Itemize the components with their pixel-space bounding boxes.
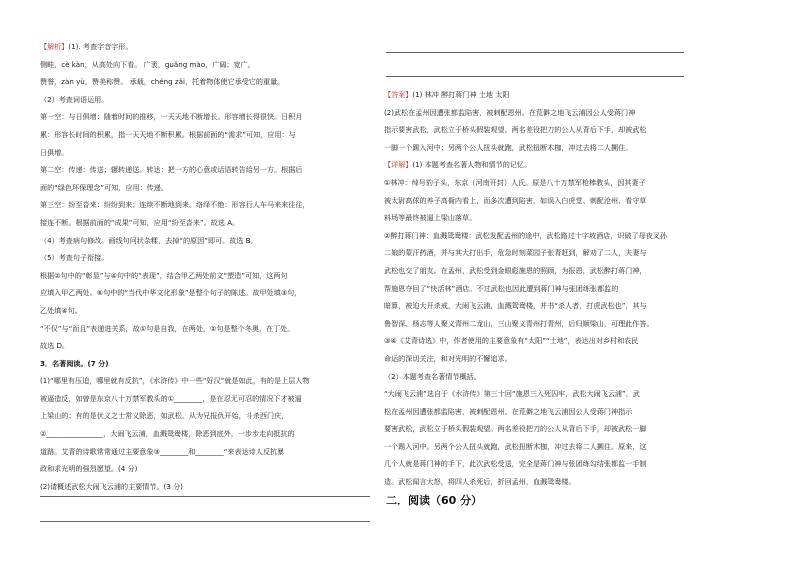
line-text: “大闹飞云浦”选自于《水浒传》第三十回“施恩三入死囚牢，武松大闹飞云浦”，武 (384, 389, 640, 399)
left-text-line (40, 144, 374, 162)
right-text-line (384, 350, 684, 368)
right-text-line (384, 121, 684, 139)
answer-rule-1 (40, 496, 370, 497)
right-text-line (384, 368, 684, 386)
section-tag: 【详解】 (384, 160, 413, 170)
line-text: 造。武松闻言大怒，将四人杀死后，折回孟州，血溅鸳鸯楼。 (384, 477, 576, 487)
line-text: ②________________，大闹飞云浦，血溅鸳鸯楼，除恶到底外，一步步走向抵抗的 (40, 429, 295, 439)
line-text: 故选 D。 (40, 341, 69, 351)
section-tag: 【解析】 (40, 42, 69, 51)
line-text: (1). 考查字音字形。 (68, 42, 133, 51)
top-rule-2 (386, 76, 684, 77)
line-text: 累：形容长时间的积累，指一天天地不断积累。根据前面的“需求”可知，应用：与 (40, 129, 296, 139)
section-title: 二．阅读（60 分） (386, 494, 483, 507)
left-text-line (40, 284, 374, 302)
line-text: 被太尉高俅的养子高衙内看上，而多次遭到陷害，如误入白虎堂、刺配沧州、看守草 (384, 195, 647, 205)
line-text: 一脚一个踢入河中；另两个公人扭头就跑，武松扭断木枷，冲过去将二人搠住。 (384, 142, 633, 152)
right-text-line (384, 473, 684, 491)
left-text-line (40, 249, 374, 267)
left-text-line (40, 214, 374, 232)
right-text-line (384, 156, 684, 174)
line-text: 侧畦，cè kàn，从高处向下看。 广袤，guǎng mào，广阔；宽广。 (40, 59, 255, 69)
line-text: 命运的深切关注，和对光明的不懈追求。 (384, 353, 512, 363)
left-text-line (40, 390, 374, 408)
left-text-line (40, 91, 374, 109)
left-text-line (40, 267, 374, 285)
right-text-line (384, 209, 684, 227)
line-text: 第三空：纷至沓来：纷纷到来；连续不断地到来。络绎不绝：形容行人车马来来往往， (40, 200, 310, 210)
left-text-line (40, 38, 374, 56)
line-text: （2）考查词语运用。 (40, 94, 109, 104)
left-text-line (40, 196, 374, 214)
line-text: 第一空：与日俱增：随着时间的推移，一天天地不断增长。形容增长得很快。日积月 (40, 112, 303, 122)
right-text-line (384, 315, 684, 333)
answer-rule-2 (40, 521, 370, 522)
line-text: 面的“绿色环保理念”可知，应用：传递。 (40, 182, 168, 192)
line-text: 根据②句中的“彰显”与④句中的“表现”，结合甲乙两处前文“塑造”可知，这两句 (40, 270, 288, 280)
line-text: ③④《艾青诗选》中，作者使用的主要意象有“太阳”“土地”，表达出对乡村和农民 (384, 336, 639, 346)
line-text: （5）考查句子衔接。 (40, 253, 109, 263)
line-text: 政和求光明的强烈愿望。(4 分) (40, 464, 138, 474)
right-text-line (384, 385, 684, 403)
line-text: 3．名著阅读。(7 分) (40, 358, 109, 368)
left-text-line (40, 108, 374, 126)
line-text: 松在孟州因遭张都监陷害，被刺配恩州。在荒僻之地飞云浦因公人受蒋门神指示 (384, 406, 633, 416)
left-text-line (40, 407, 374, 425)
line-text: 乙处填④句。 (40, 305, 82, 315)
line-text: 武松也交了朋友。在孟州，武松受到金眼彪施恩的照顾，为报恩，武松醉打蒋门神， (384, 265, 647, 275)
line-text: (2)请概述武松大闹飞云浦的主要情节。(3 分) (40, 481, 183, 491)
line-text: (1)“哪里有压迫，哪里就有反抗”，《水浒传》中一些“好汉”就是如此，有的是上层人物 (40, 376, 310, 386)
left-text-line (40, 302, 374, 320)
left-text-line (40, 372, 374, 390)
line-text: 鲁智深、杨志等人聚义青州二龙山，三山聚义青州打青州，后归顺梁山，可理此作答。 (384, 318, 654, 328)
right-text-line (384, 86, 684, 104)
left-text-line (40, 425, 374, 443)
right-text-line (384, 297, 684, 315)
left-text-line (40, 443, 374, 461)
right-text-line (384, 262, 684, 280)
right-text-line (384, 192, 684, 210)
left-column (40, 38, 374, 495)
right-column (384, 86, 684, 491)
line-text: 第二空：传递：传送；辗转递送。转达：把一方的心意或话语转告给另一方。根据后 (40, 165, 303, 175)
section-tag: 【答案】 (384, 90, 413, 99)
line-text: 暗算，被迫大开杀戒，大闹飞云浦，血溅鸳鸯楼，并书“杀人者，打虎武松也”，其与 (384, 301, 647, 311)
right-text-line (384, 438, 684, 456)
right-text-line (384, 104, 684, 122)
left-text-line (40, 73, 374, 91)
line-text: 被逼造反，如曾是东京八十万禁军教头的①________，是在忍无可忍的情况下才被逼 (40, 393, 302, 403)
top-rule-1 (386, 52, 684, 53)
line-text: 一个踢入河中。另两个公人扭头就跑，武松扭断木枷，冲过去将二人搠住。原来，这 (384, 441, 647, 451)
line-text: ②醉打蒋门神：血溅鸳鸯楼：武松发配孟州的途中，武松路过十字坡酒店，识破了母夜叉孙 (384, 230, 668, 240)
left-text-line (40, 355, 374, 373)
right-text-line (384, 244, 684, 262)
right-text-line (384, 420, 684, 438)
right-text-line (384, 227, 684, 245)
right-text-line (384, 139, 684, 157)
left-text-line (40, 337, 374, 355)
left-text-line (40, 320, 374, 338)
left-text-line (40, 232, 374, 250)
right-text-line (384, 280, 684, 298)
right-text-line (384, 403, 684, 421)
line-text: 二娘的蒙汗药酒，并与其大打出手，危急时刻菜园子张青赶到，解劝了二人，夫妻与 (384, 248, 647, 258)
right-text-line (384, 332, 684, 350)
line-text: (1) 本题考查名著人物和情节的记忆。 (412, 160, 532, 170)
left-text-line (40, 161, 374, 179)
right-text-line (384, 455, 684, 473)
line-text: (2)武松在孟州因遭张都监陷害，被刺配恩州。在荒僻之地飞云浦因公人受蒋门神 (384, 107, 636, 117)
left-text-line (40, 126, 374, 144)
line-text: 要害武松，武松立于桥头假装观望。两名差役把刀的公人从背后下手，却被武松一脚 (384, 424, 647, 434)
line-text: 帮施恩夺回了“快活林”酒店。不过武松也因此遭到蒋门神与张团练张都监的 (384, 283, 619, 293)
line-text: (1) 林冲 醉打蒋门神 土地 太阳 (412, 90, 510, 99)
left-text-line (40, 56, 374, 74)
line-text: 接连不断。根据前面的“成果”可知，应用“纷至沓来”。故选 A。 (40, 217, 240, 227)
line-text: 几个人就是蒋门神的手下，此次武松受送，完全是蒋门神与张团练勾结张都监一手制 (384, 459, 647, 469)
line-text: （4）考查病句修改。画线句问状杂糅，去掉“的原因”即可。故选 B。 (40, 235, 258, 245)
left-text-line (40, 179, 374, 197)
line-text: ①林冲：绰号豹子头，东京（河南开封）人氏。原是八十万禁军枪棒教头，因其妻子 (384, 177, 646, 187)
left-text-line (40, 460, 374, 478)
line-text: “不仅”与“而且”表递进关系，故①句是自我，在两处，①句是整个冬奥，在丁处。 (40, 323, 295, 333)
line-text: 上梁山的；有的是伏义之士常义除恶，如武松，从为兄报仇开始，斗杀西门庆， (40, 411, 289, 421)
line-text: 道路。艾青的诗歌常常通过主要意象③________和________“来表达诗人反抗暴 (40, 446, 285, 456)
line-text: 赞誉，zàn yù，赞美称赞。 承载，chéng zǎi，托着物体使它承受它的重量。 (40, 77, 285, 87)
right-text-line (384, 174, 684, 192)
line-text: 日俱增。 (40, 147, 69, 157)
line-text: （2）本题考查名著情节概括。 (384, 371, 481, 381)
line-text: 应填入甲乙两处。⑥句中的“当代中华文化形象”是整个句子的陈述。故甲处填③句， (40, 288, 302, 298)
left-text-line (40, 478, 374, 496)
line-text: 指示要害武松，武松立于桥头假装观望。两名差役把刀的公人从背后下手，却被武松 (384, 125, 647, 135)
line-text: 料场等最终被逼上梁山落草。 (384, 213, 477, 223)
